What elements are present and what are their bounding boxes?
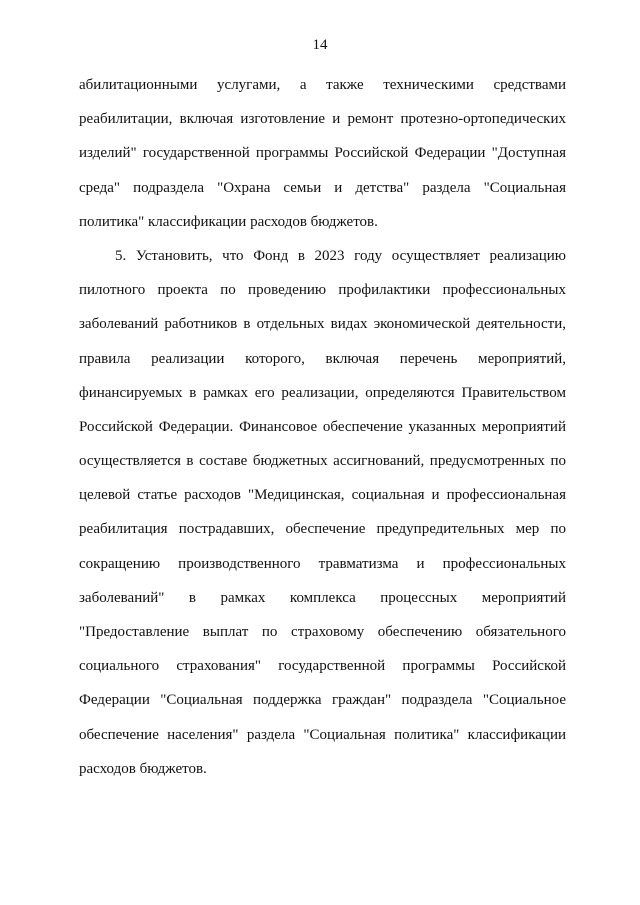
text-line: политика" классификации расходов бюджетов. — [79, 213, 378, 230]
text-line: среда" подраздела "Охрана семьи и детства" раздела "Социальная — [79, 179, 566, 196]
text-line: правила реализации которого, включая перечень мероприятий, — [79, 350, 566, 367]
text-line: обеспечение населения" раздела "Социальная политика" классификации — [79, 726, 566, 743]
text-line: Федерации "Социальная поддержка граждан" подраздела "Социальное — [79, 692, 566, 709]
text-line: реабилитации, включая изготовление и ремонт протезно-ортопедических — [79, 111, 566, 128]
page-number: 14 — [312, 37, 328, 53]
text-line: расходов бюджетов. — [79, 760, 207, 777]
text-line: социального страхования" государственной программы Российской — [79, 658, 566, 675]
text-line: изделий" государственной программы Российской Федерации "Доступная — [79, 145, 566, 162]
text-line: 5. Установить, что Фонд в 2023 году осуществляет реализацию — [115, 247, 566, 264]
text-line: целевой статье расходов "Медицинская, социальная и профессиональная — [79, 487, 566, 504]
text-line: абилитационными услугами, а также техническими средствами — [79, 77, 566, 93]
text-line: "Предоставление выплат по страховому обеспечению обязательного — [79, 624, 566, 640]
text-line: финансируемых в рамках его реализации, определяются Правительством — [79, 384, 566, 401]
text-line: заболеваний работников в отдельных видах экономической деятельности, — [79, 316, 566, 333]
text-line: пилотного проекта по проведению профилактики профессиональных — [79, 282, 566, 299]
text-line: заболеваний" в рамках комплекса процессных мероприятий — [79, 589, 566, 606]
body-text — [79, 68, 566, 786]
text-line: реабилитация пострадавших, обеспечение предупредительных мер по — [79, 521, 566, 538]
text-line: сокращению производственного травматизма и профессиональных — [79, 555, 566, 572]
text-line: Российской Федерации. Финансовое обеспечение указанных мероприятий — [79, 418, 566, 435]
text-line: осуществляется в составе бюджетных ассигнований, предусмотренных по — [79, 453, 566, 470]
